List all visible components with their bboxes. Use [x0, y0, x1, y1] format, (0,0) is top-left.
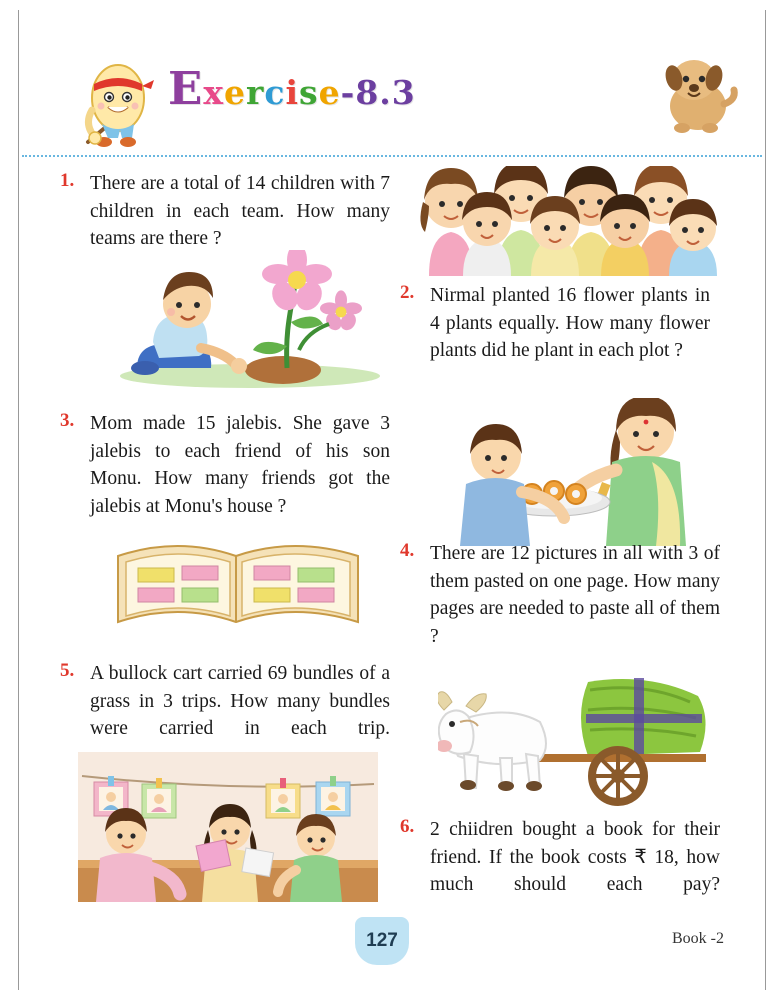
crop-mark-top-right	[765, 10, 766, 40]
crop-mark-top-left	[18, 10, 19, 40]
bullock-cart-illustration	[438, 658, 728, 808]
open-book-illustration	[108, 530, 368, 640]
exercise-number: -8.3	[340, 73, 416, 112]
question-1	[60, 170, 390, 253]
boy-planting-flower-illustration	[115, 250, 385, 390]
page-number-tab: 127	[355, 917, 409, 965]
puppy-mascot	[652, 48, 742, 136]
question-2	[400, 282, 720, 365]
exercise-header	[60, 48, 720, 148]
question-2-text: Nirmal planted 16 flower plants in 4 plants equally. How many flower plants did he plant in each plot ?	[430, 285, 710, 362]
children-hanging-pictures-illustration	[78, 752, 378, 902]
mother-serving-jalebis-illustration	[450, 398, 730, 546]
question-5-number: 5.	[60, 660, 75, 681]
question-4-text: There are 12 pictures in all with 3 of them pasted on one page. How many pages are needed to paste all of them ?	[430, 543, 720, 648]
question-3-number: 3.	[60, 410, 75, 431]
question-3-text: Mom made 15 jalebis. She gave 3 jalebis to each friend of his son Monu. How many friends got the jalebis at Monu's house ?	[90, 413, 390, 518]
question-6-text: 2 chiidren bought a book for their friend. If the book costs ₹ 18, how much should each pay?	[430, 819, 720, 896]
question-6	[400, 816, 730, 927]
question-3	[60, 410, 400, 521]
question-4-number: 4.	[400, 540, 415, 561]
header-divider	[22, 155, 762, 157]
group-of-children-illustration	[415, 166, 725, 276]
question-1-number: 1.	[60, 170, 75, 191]
crop-mark-bottom-left	[18, 960, 19, 990]
question-2-number: 2.	[400, 282, 415, 303]
egg-boy-mascot	[70, 50, 180, 155]
question-6-number: 6.	[400, 816, 415, 837]
page-title: Exercise-8.3	[168, 62, 416, 115]
crop-mark-bottom-right	[765, 960, 766, 990]
question-1-text: There are a total of 14 children with 7 children in each team. How many teams are there ?	[90, 173, 390, 250]
question-5-text: A bullock cart carried 69 bundles of a grass in 3 trips. How many bundles were carried in each trip.	[90, 663, 390, 740]
book-label: Book -2	[672, 930, 724, 947]
